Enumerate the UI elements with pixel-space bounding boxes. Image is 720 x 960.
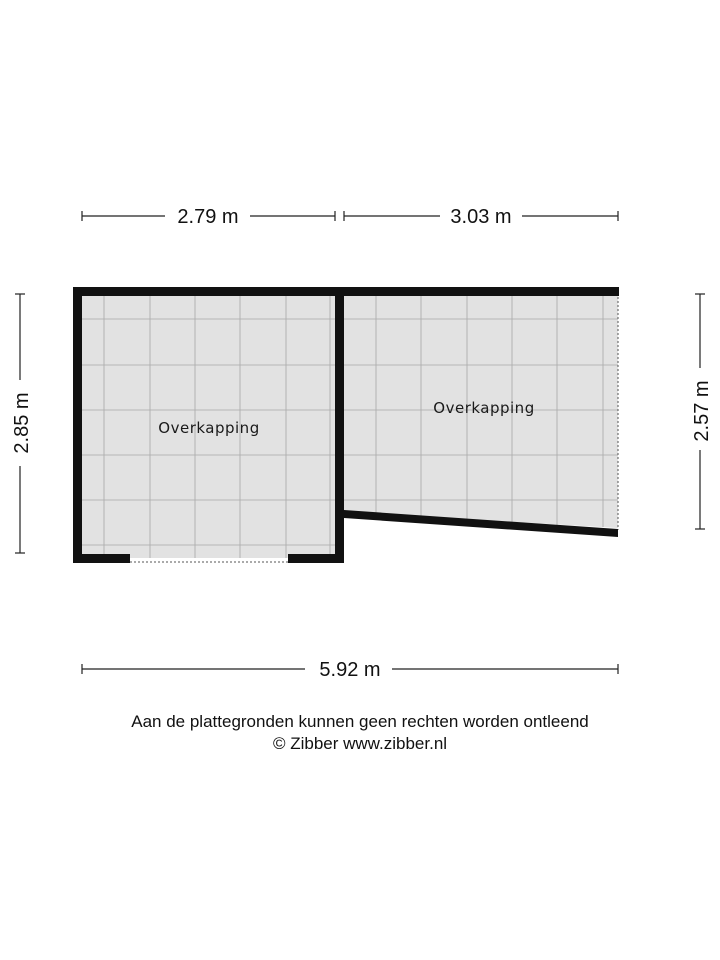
wall-bottom-right-stub <box>288 554 344 563</box>
copyright-text: © Zibber www.zibber.nl <box>272 734 448 753</box>
dimension-right-height-label: 2.57 m <box>691 380 713 442</box>
wall-middle <box>335 287 344 563</box>
dimension-left-height <box>11 294 33 553</box>
dimension-right-height <box>691 294 713 529</box>
dimension-top-left-label: 2.79 m <box>177 206 239 228</box>
disclaimer-text: Aan de plattegronden kunnen geen rechten worden ontleend <box>131 712 589 731</box>
wall-bottom-left-stub <box>73 554 130 563</box>
dimension-left-height-label: 2.85 m <box>11 392 33 454</box>
wall-top <box>73 287 619 296</box>
dimension-top-right <box>344 206 618 228</box>
dimension-bottom-total <box>82 659 618 681</box>
wall-left <box>73 287 82 563</box>
dimension-top-right-label: 3.03 m <box>450 206 512 228</box>
dimension-bottom-total-label: 5.92 m <box>319 659 381 681</box>
dimension-top-left <box>82 206 335 228</box>
room-label-right: Overkapping <box>433 399 535 417</box>
room-label-left: Overkapping <box>158 419 260 437</box>
